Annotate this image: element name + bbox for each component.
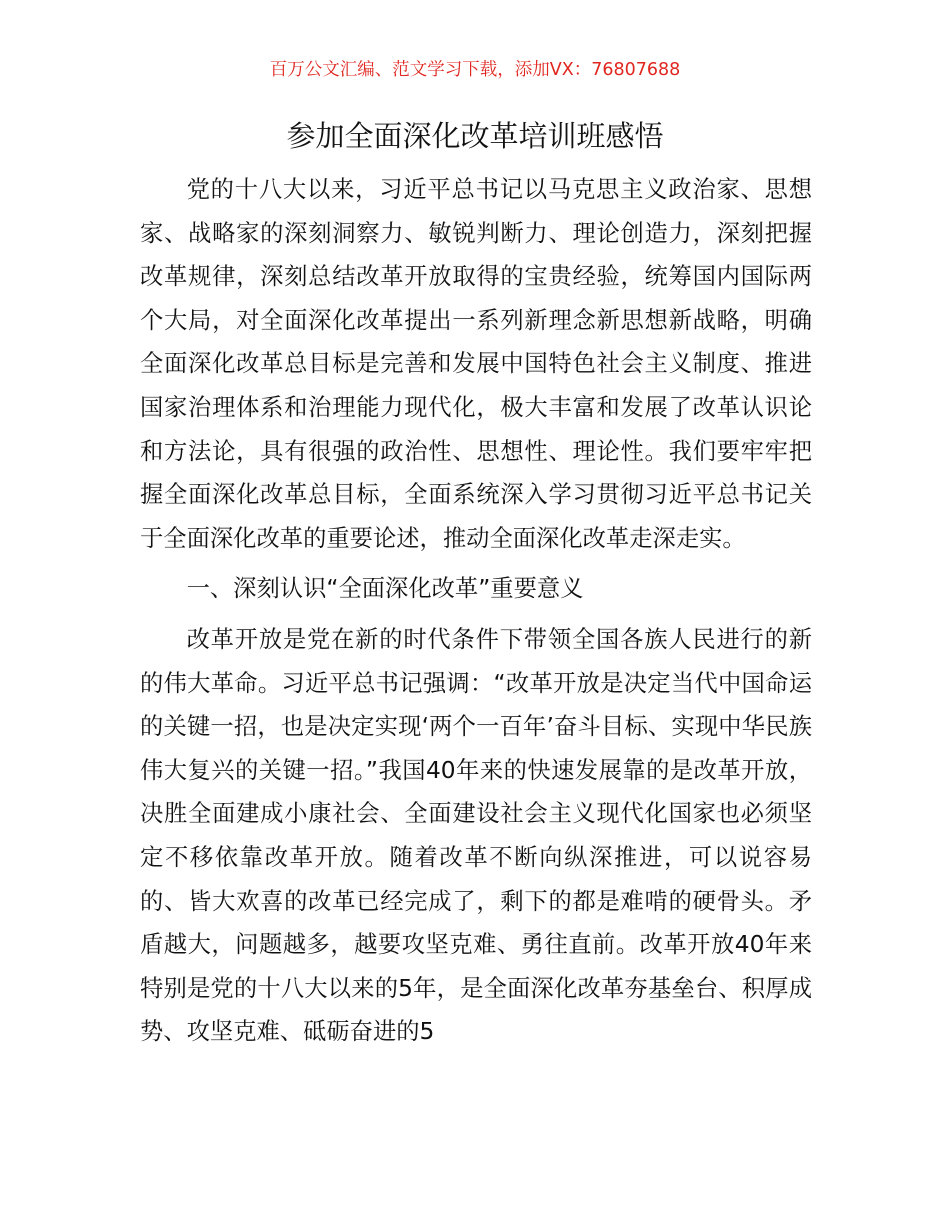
header-watermark: 百万公文汇编、范文学习下载，添加VX：76807688 [269, 60, 681, 80]
document-body [140, 168, 812, 1054]
section-paragraph: 改革开放是党在新的时代条件下带领全国各族人民进行的新的伟大革命。习近平总书记强调：“改革开放是决定当代中国命运的关键一招，也是决定实现‘两个一百年’奋斗目标、实现中华民族伟大复兴的关键一招。”我国40年来的快速发展靠的是改革开放，决胜全面建成小康社会、全面建设社会主义现代化国家也必须坚定不移依靠改革开放。随着改革不断向纵深推进，可以说容易的、皆大欢喜的改革已经完成了，剩下的都是难啃的硬骨头。矛盾越大，问题越多，越要攻坚克难、勇往直前。改革开放40年来特别是党的十八大以来的5年，是全面深化改革夯基垒台、积厚成势、攻坚克难、砥砺奋进的5 [140, 625, 812, 1046]
document-title: 参加全面深化改革培训班感悟 [286, 119, 664, 153]
intro-paragraph: 党的十八大以来，习近平总书记以马克思主义政治家、思想家、战略家的深刻洞察力、敏锐判断力、理论创造力，深刻把握改革规律，深刻总结改革开放取得的宝贵经验，统筹国内国际两个大局，对全面深化改革提出一系列新理念新思想新战略，明确全面深化改革总目标是完善和发展中国特色社会主义制度、推进国家治理体系和治理能力现代化，极大丰富和发展了改革认识论和方法论，具有很强的政治性、思想性、理论性。我们要牢牢把握全面深化改革总目标，全面系统深入学习贯彻习近平总书记关于全面深化改革的重要论述，推动全面深化改革走深走实。 [140, 176, 812, 552]
section-heading: 一、深刻认识“全面深化改革”重要意义 [186, 575, 584, 603]
